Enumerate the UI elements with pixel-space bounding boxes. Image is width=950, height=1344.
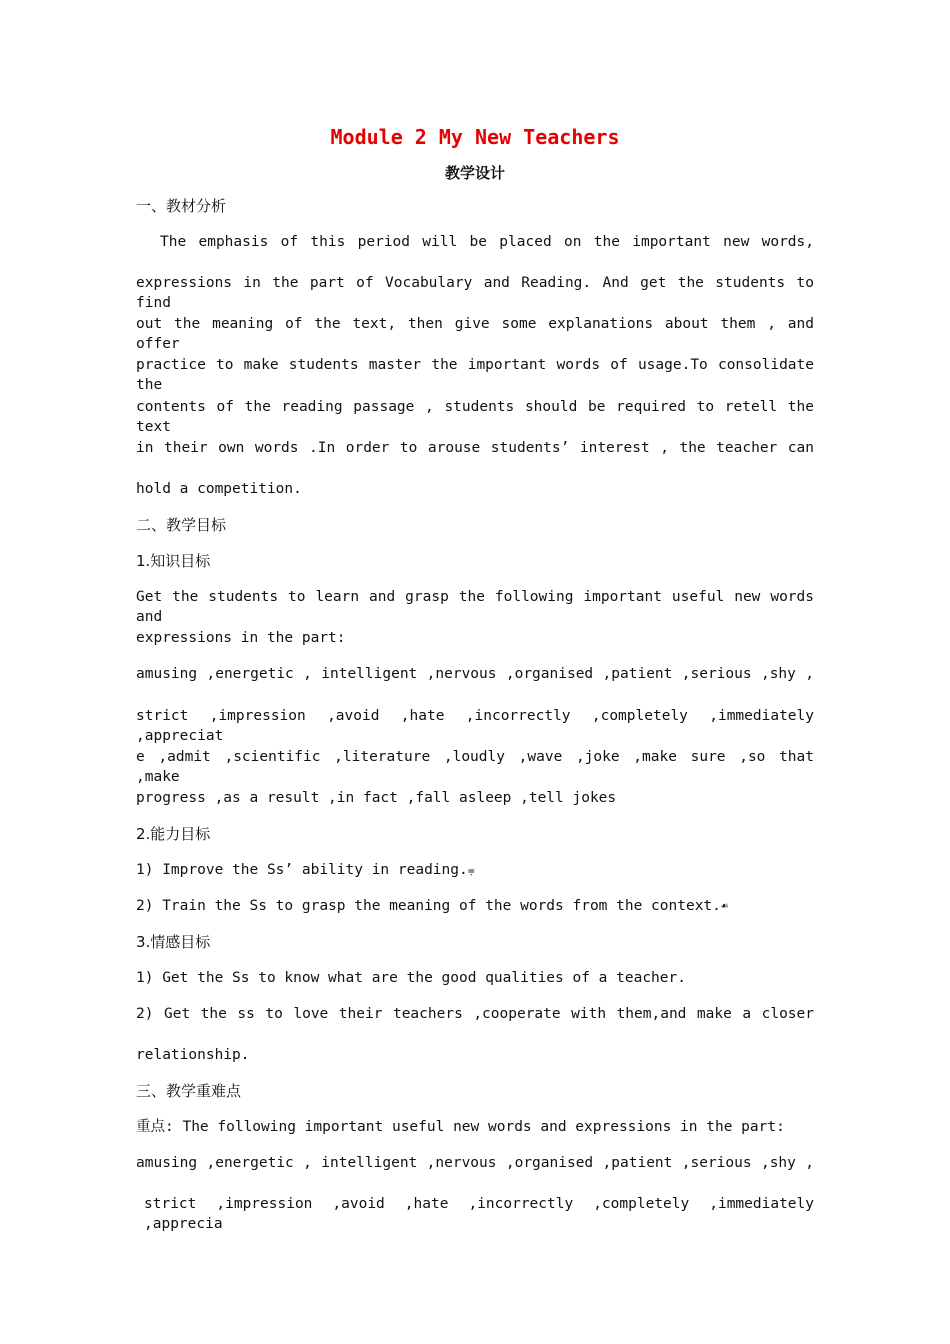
words-line-4: progress ,as a result ,in fact ,fall asleep ,tell jokes: [136, 790, 617, 806]
ability-item-1-text: 1) Improve the Ss’ ability in reading.: [136, 862, 468, 878]
subheading-knowledge: 1.知识目标: [136, 552, 211, 570]
emotion-item-2-cont: relationship.: [136, 1047, 250, 1063]
section-heading-objectives: 二、教学目标: [136, 516, 227, 534]
knowledge-line-2: expressions in the part:: [136, 630, 346, 646]
emotion-item-1: 1) Get the Ss to know what are the good qualities of a teacher.: [136, 970, 686, 986]
keypoints-words-line-1: amusing ,energetic , intelligent ,nervous ,organised ,patient ,serious ,shy ,: [136, 1155, 814, 1171]
section-heading-analysis: 一、教材分析: [136, 197, 227, 215]
analysis-line-4: practice to make students master the important words of usage.To consolidate the: [136, 357, 814, 393]
ability-item-2: [136, 896, 814, 916]
ability-item-2-text: 2) Train the Ss to grasp the meaning of the words from the context.: [136, 898, 721, 914]
ability-item-1: [136, 860, 814, 880]
emotion-item-2: 2) Get the ss to love their teachers ,cooperate with them,and make a closer: [136, 1006, 814, 1022]
analysis-line-5: contents of the reading passage , students should be required to retell the text: [136, 399, 814, 435]
subheading-ability: 2.能力目标: [136, 825, 211, 843]
analysis-line-6: in their own words .In order to arouse students’ interest , the teacher can: [136, 440, 814, 456]
analysis-line-7: hold a competition.: [136, 481, 302, 497]
analysis-line-2: expressions in the part of Vocabulary and Reading. And get the students to find: [136, 275, 814, 311]
ornament-icon: ☙: [720, 899, 729, 913]
analysis-line-1: The emphasis of this period will be placed on the important new words,: [160, 234, 814, 250]
words-line-3: e ,admit ,scientific ,literature ,loudly ,wave ,joke ,make sure ,so that ,make: [136, 749, 814, 785]
edit-mark-icon: ⩦: [467, 863, 475, 877]
knowledge-line-1: Get the students to learn and grasp the following important useful new words and: [136, 589, 814, 625]
words-line-1: amusing ,energetic , intelligent ,nervous ,organised ,patient ,serious ,shy ,: [136, 666, 814, 682]
analysis-line-3: out the meaning of the text, then give some explanations about them , and offer: [136, 316, 814, 352]
subheading-emotion: 3.情感目标: [136, 933, 211, 951]
document-title: Module 2 My New Teachers: [330, 125, 620, 149]
document-subtitle: 教学设计: [444, 164, 505, 182]
words-line-2: strict ,impression ,avoid ,hate ,incorrectly ,completely ,immediately ,appreciat: [136, 708, 814, 744]
keypoints-words-line-2: strict ,impression ,avoid ,hate ,incorrectly ,completely ,immediately ,apprecia: [144, 1196, 814, 1232]
keypoints-line: 重点: The following important useful new words and expressions in the part:: [136, 1119, 785, 1135]
section-heading-keypoints: 三、教学重难点: [136, 1082, 242, 1100]
